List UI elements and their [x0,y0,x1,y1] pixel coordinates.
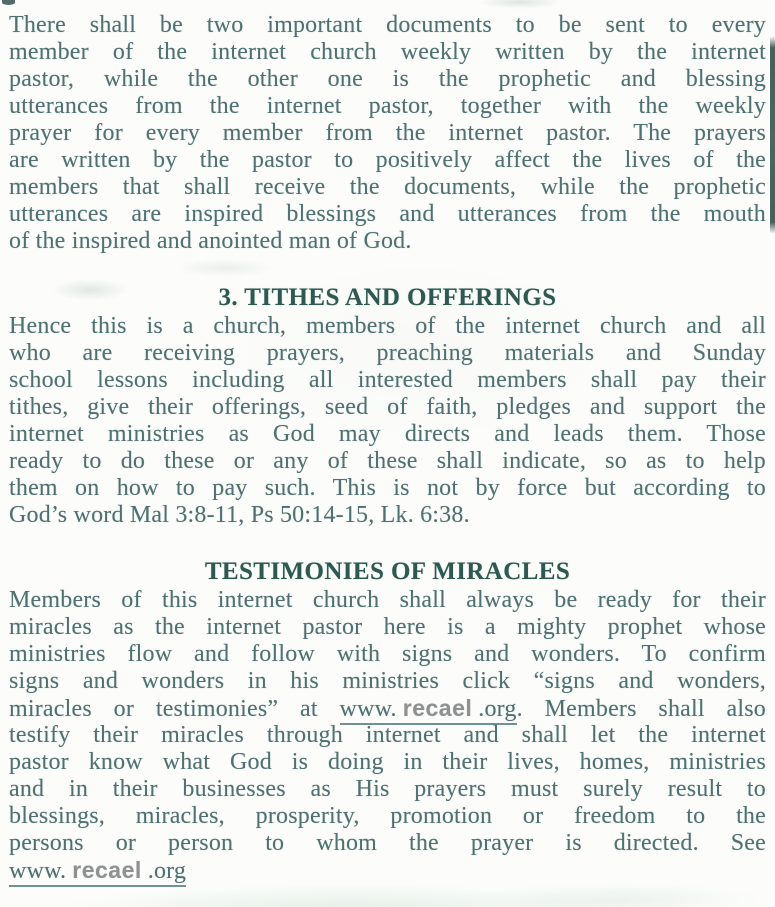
text-line: miracles as the internet pastor here is a mighty prophet whose [9,614,766,640]
paragraph-tithes-and-offerings [9,313,766,529]
text-line: utterances from the internet pastor, together with the weekly [9,93,766,119]
text-line: members that shall receive the documents, while the prophetic [9,174,766,200]
text-line: are written by the pastor to positively affect the lives of the [9,147,766,173]
text-line: miracles or testimonies” at www. recael .org. Members shall also [9,695,766,722]
scan-corner-artifact [2,0,15,5]
recael-website-link[interactable] [340,696,517,725]
text-line: Hence this is a church, members of the internet church and all [9,313,766,339]
text-line: prayer for every member from the internet pastor. The prayers [9,120,766,146]
text-line: Members of this internet church shall always be ready for their [9,587,766,613]
text-line: There shall be two important documents to be sent to every [9,12,766,38]
text-line: God’s word Mal 3:8-11, Ps 50:14-15, Lk. 6:38. [9,502,470,528]
url-www-part: www. [9,858,67,884]
text-line: signs and wonders in his ministries click “signs and wonders, [9,668,766,694]
text-line: member of the internet church weekly written by the internet [9,39,766,65]
text-line: and in their businesses as His prayers must surely result to [9,776,766,802]
text-line: school lessons including all interested members shall pay their [9,367,766,393]
text-line: internet ministries as God may directs and leads them. Those [9,421,766,447]
recael-website-link[interactable] [9,858,186,887]
text-line: ready to do these or any of these shall indicate, so as to help [9,448,766,474]
url-www-part: www. [339,696,397,722]
text-line: blessings, miracles, prosperity, promotion or freedom to the [9,803,766,829]
paragraph-weekly-documents [9,12,766,255]
text-line: them on how to pay such. This is not by force but according to [9,475,766,501]
url-brand-part: recael [72,857,142,883]
heading-testimonies-of-miracles: TESTIMONIES OF MIRACLES [204,558,571,585]
text-line: persons or person to whom the prayer is directed. See [9,830,766,856]
text-line: of the inspired and anointed man of God. [9,228,412,254]
url-org-part: .org [147,858,187,884]
text-line: tithes, give their offerings, seed of faith, pledges and support the [9,394,766,420]
text-line: pastor, while the other one is the prophetic and blessing [9,66,766,92]
heading-tithes-and-offerings: 3. TITHES AND OFFERINGS [218,284,557,311]
url-org-part: .org [478,696,517,722]
text-line: testify their miracles through internet and shall let the internet [9,722,766,748]
url-brand-part: recael [402,695,473,721]
text-line: pastor know what God is doing in their lives, homes, ministries [9,749,766,775]
text-line [9,857,766,884]
scan-right-edge-artifact [770,36,775,234]
text-line: utterances are inspired blessings and utterances from the mouth [9,201,766,227]
paragraph-testimonies-of-miracles [9,587,766,884]
text-line: who are receiving prayers, preaching materials and Sunday [9,340,766,366]
text-line: ministries flow and follow with signs and wonders. To confirm [9,641,766,667]
